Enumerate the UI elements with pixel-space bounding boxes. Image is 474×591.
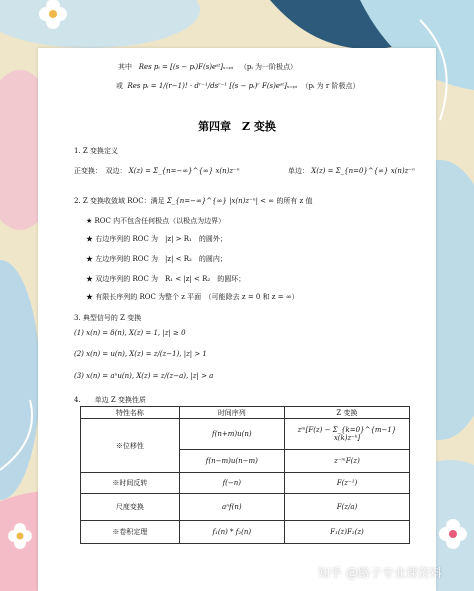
section-1-heading: 1. Z 变换定义	[74, 147, 118, 155]
bilateral-formula: X(z) = Σ_{n=−∞}^{∞} x(n)z⁻ⁿ	[128, 167, 240, 175]
roc-bullet: ★ ROC 内不包含任何极点（以极点为边界）	[86, 217, 226, 225]
residue-formula-2: Res pᵢ = 1/(r−1)! · dʳ⁻¹/dsʳ⁻¹ [(s − pᵢ)ʳ F(s)eˢᵗ]ₛ₌ₚᵢ	[127, 82, 298, 90]
z-transform-value: F(z⁻¹)	[284, 473, 409, 494]
unilateral-label: 单边：	[288, 167, 309, 175]
time-sequence: f(−n)	[179, 473, 284, 494]
roc-condition-formula: Σ_{n=−∞}^{∞} |x(n)z⁻ⁿ| < ∞	[166, 197, 275, 205]
z-transform-definition	[74, 166, 240, 176]
roc-bullet: ★ 左边序列的 ROC 为 |z| < R₂ 的圆内；	[86, 255, 227, 263]
table-header-row	[81, 407, 410, 419]
roc-heading-text: 2. Z 变换收敛域 ROC：满足	[74, 197, 165, 205]
roc-bullet: ★ 右边序列的 ROC 为 |z| > R₁ 的圆外；	[86, 235, 227, 243]
roc-bullet: ★ 双边序列的 ROC 为 R₁ < |z| < R₂ 的圆环；	[86, 275, 246, 283]
time-sequence: f(n+m)u(n)	[179, 419, 284, 450]
residue-note-1: （pᵢ 为一阶极点）	[239, 63, 298, 71]
column-header: 特性名称	[81, 407, 180, 419]
bilateral-label: 正变换： 双边：	[74, 167, 127, 175]
typical-signal-item: (3) x(n) = aⁿu(n), X(z) = z/(z−a), |z| > a	[74, 372, 214, 380]
property-name: ※卷积定理	[81, 521, 180, 544]
table-row	[81, 494, 410, 521]
residue-prefix-2: 或	[116, 82, 123, 90]
unilateral-definition	[288, 166, 415, 176]
time-sequence: f(n−m)u(n−m)	[179, 450, 284, 473]
document-page	[38, 48, 436, 591]
unilateral-formula: X(z) = Σ_{n=0}^{∞} x(n)z⁻ⁿ	[311, 167, 415, 175]
residue-prefix-1: 其中	[118, 63, 132, 71]
section-2-heading	[74, 196, 312, 206]
z-transform-properties-table	[80, 406, 410, 544]
roc-bullet: ★ 有限长序列的 ROC 为整个 z 平面 （可能除去 z = 0 和 z = ∞）	[86, 293, 299, 301]
section-4-heading: 4. 单边 Z 变换性质	[74, 396, 146, 404]
z-transform-value: z⁻ᵐF(z)	[284, 450, 409, 473]
time-sequence: f₁(n) * f₂(n)	[179, 521, 284, 544]
z-transform-value: F₁(z)F₂(z)	[284, 521, 409, 544]
section-3-heading: 3. 典型信号的 Z 变换	[74, 314, 142, 322]
residue-formula-1: Res pᵢ = [(s − pᵢ)F(s)eˢᵗ]ₛ₌ₚᵢ	[138, 63, 234, 71]
column-header: Z 变换	[284, 407, 409, 419]
residue-line-1	[118, 62, 297, 72]
chapter-title: 第四章 Z 变换	[198, 120, 276, 133]
typical-signal-item: (2) x(n) = u(n), X(z) = z/(z−1), |z| > 1	[74, 350, 207, 358]
zhihu-watermark: 知乎 @路子专业课资料	[318, 566, 442, 580]
table-row	[81, 473, 410, 494]
property-name: 尺度变换	[81, 494, 180, 521]
property-name: ※时间反转	[81, 473, 180, 494]
roc-heading-tail: 的所有 z 值	[276, 197, 313, 205]
column-header: 时间序列	[179, 407, 284, 419]
time-sequence: aⁿf(n)	[179, 494, 284, 521]
z-transform-value: zᵐ[F(z) − Σ_{k=0}^{m−1} x(k)z⁻ᵏ]	[284, 419, 409, 450]
residue-note-2: （pᵢ 为 r 阶极点）	[301, 82, 360, 90]
typical-signal-item: (1) x(n) = δ(n), X(z) = 1, |z| ≥ 0	[74, 329, 186, 337]
table-row	[81, 419, 410, 450]
residue-line-2	[116, 81, 359, 91]
z-transform-value: F(z/a)	[284, 494, 409, 521]
property-name: ※位移性	[81, 419, 180, 473]
table-row	[81, 521, 410, 544]
